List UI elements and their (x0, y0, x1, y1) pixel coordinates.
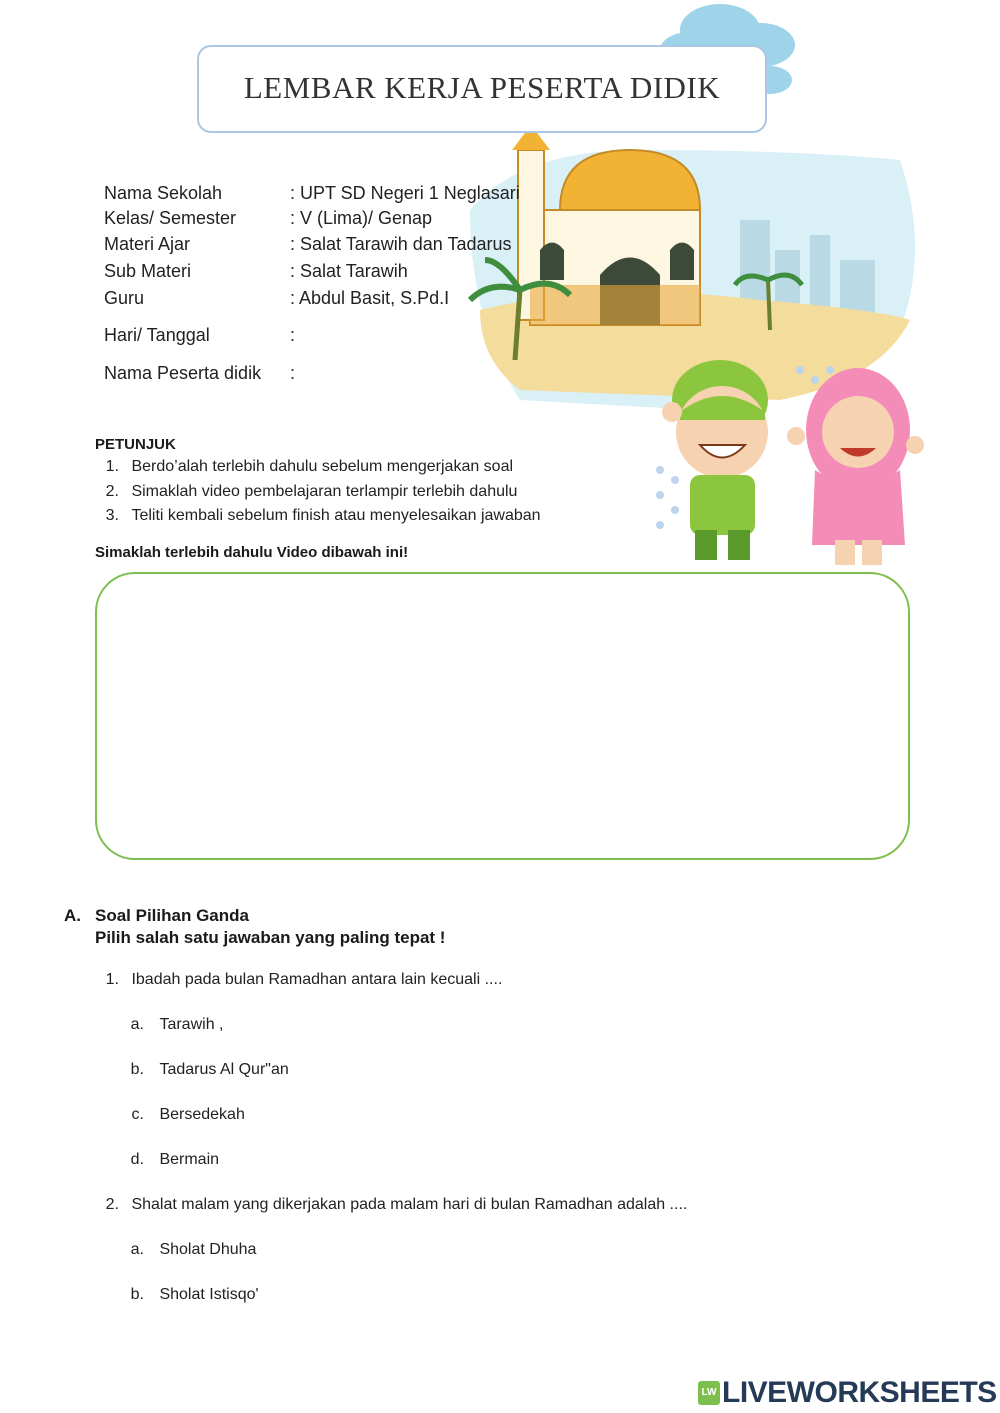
liveworksheets-logo-mark: LW (698, 1381, 720, 1405)
liveworksheets-logo: LIVEWORKSHEETS (722, 1376, 997, 1409)
option-letter: d. (130, 1151, 144, 1168)
info-label-class: Kelas/ Semester (104, 208, 237, 228)
info-label-school: Nama Sekolah (104, 183, 223, 203)
option-letter: a. (130, 1241, 144, 1258)
question-number: 1. (105, 971, 119, 988)
option-text: Tarawih , (159, 1016, 224, 1033)
info-value-student-name[interactable]: : (290, 363, 296, 383)
petunjuk-item (95, 507, 541, 525)
info-label-submaterial: Sub Materi (104, 261, 192, 281)
petunjuk-item (95, 458, 513, 476)
petunjuk-item-number: 1. (105, 458, 119, 475)
petunjuk-item-number: 3. (105, 507, 119, 524)
info-value-school: : UPT SD Negeri 1 Neglasari (290, 183, 520, 203)
question-text: Shalat malam yang dikerjakan pada malam hari di bulan Ramadhan adalah .... (131, 1196, 688, 1213)
page-title: LEMBAR KERJA PESERTA DIDIK (243, 70, 721, 105)
option-text: Sholat Dhuha (159, 1241, 257, 1258)
petunjuk-item-text: Simaklah video pembelajaran terlampir terlebih dahulu (131, 483, 518, 500)
info-value-material: : Salat Tarawih dan Tadarus (290, 234, 512, 254)
option-letter: a. (130, 1016, 144, 1033)
option-text: Bersedekah (159, 1106, 245, 1123)
info-value-date[interactable]: : (290, 325, 296, 345)
option-text: Tadarus Al Qur"an (159, 1061, 289, 1078)
section-letter: A. (64, 906, 81, 925)
info-label-date: Hari/ Tanggal (104, 325, 210, 345)
question-2 (95, 1196, 687, 1214)
option-1c[interactable] (120, 1106, 245, 1124)
option-2b[interactable] (120, 1286, 259, 1304)
option-1d[interactable] (120, 1151, 219, 1169)
info-label-student-name: Nama Peserta didik (104, 363, 262, 383)
section-title: Soal Pilihan Ganda (95, 906, 249, 925)
option-text: Bermain (159, 1151, 220, 1168)
info-label-material: Materi Ajar (104, 234, 191, 254)
info-value-submaterial: : Salat Tarawih (290, 261, 408, 281)
info-value-teacher: : Abdul Basit, S.Pd.I (290, 288, 450, 308)
info-label-teacher: Guru (104, 288, 145, 308)
info-value-class: : V (Lima)/ Genap (290, 208, 433, 228)
question-text: Ibadah pada bulan Ramadhan antara lain kecuali .... (131, 971, 503, 988)
option-2a[interactable] (120, 1241, 256, 1259)
petunjuk-item-number: 2. (105, 483, 119, 500)
option-1a[interactable] (120, 1016, 223, 1034)
video-embed-frame[interactable] (95, 572, 910, 860)
option-letter: b. (130, 1061, 144, 1078)
section-subtitle: Pilih salah satu jawaban yang paling tepat ! (95, 928, 446, 947)
petunjuk-item-text: Berdo’alah terlebih dahulu sebelum mengerjakan soal (131, 458, 514, 475)
petunjuk-title: PETUNJUK (95, 436, 176, 453)
option-1b[interactable] (120, 1061, 289, 1079)
option-text: Sholat Istisqo' (159, 1286, 259, 1303)
option-letter: c. (131, 1106, 144, 1123)
option-letter: b. (130, 1286, 144, 1303)
petunjuk-item-text: Teliti kembali sebelum finish atau menyelesaikan jawaban (131, 507, 541, 524)
question-number: 2. (105, 1196, 119, 1213)
video-instruction: Simaklah terlebih dahulu Video dibawah ini! (95, 544, 409, 561)
question-1 (95, 971, 502, 989)
petunjuk-item (95, 483, 517, 501)
